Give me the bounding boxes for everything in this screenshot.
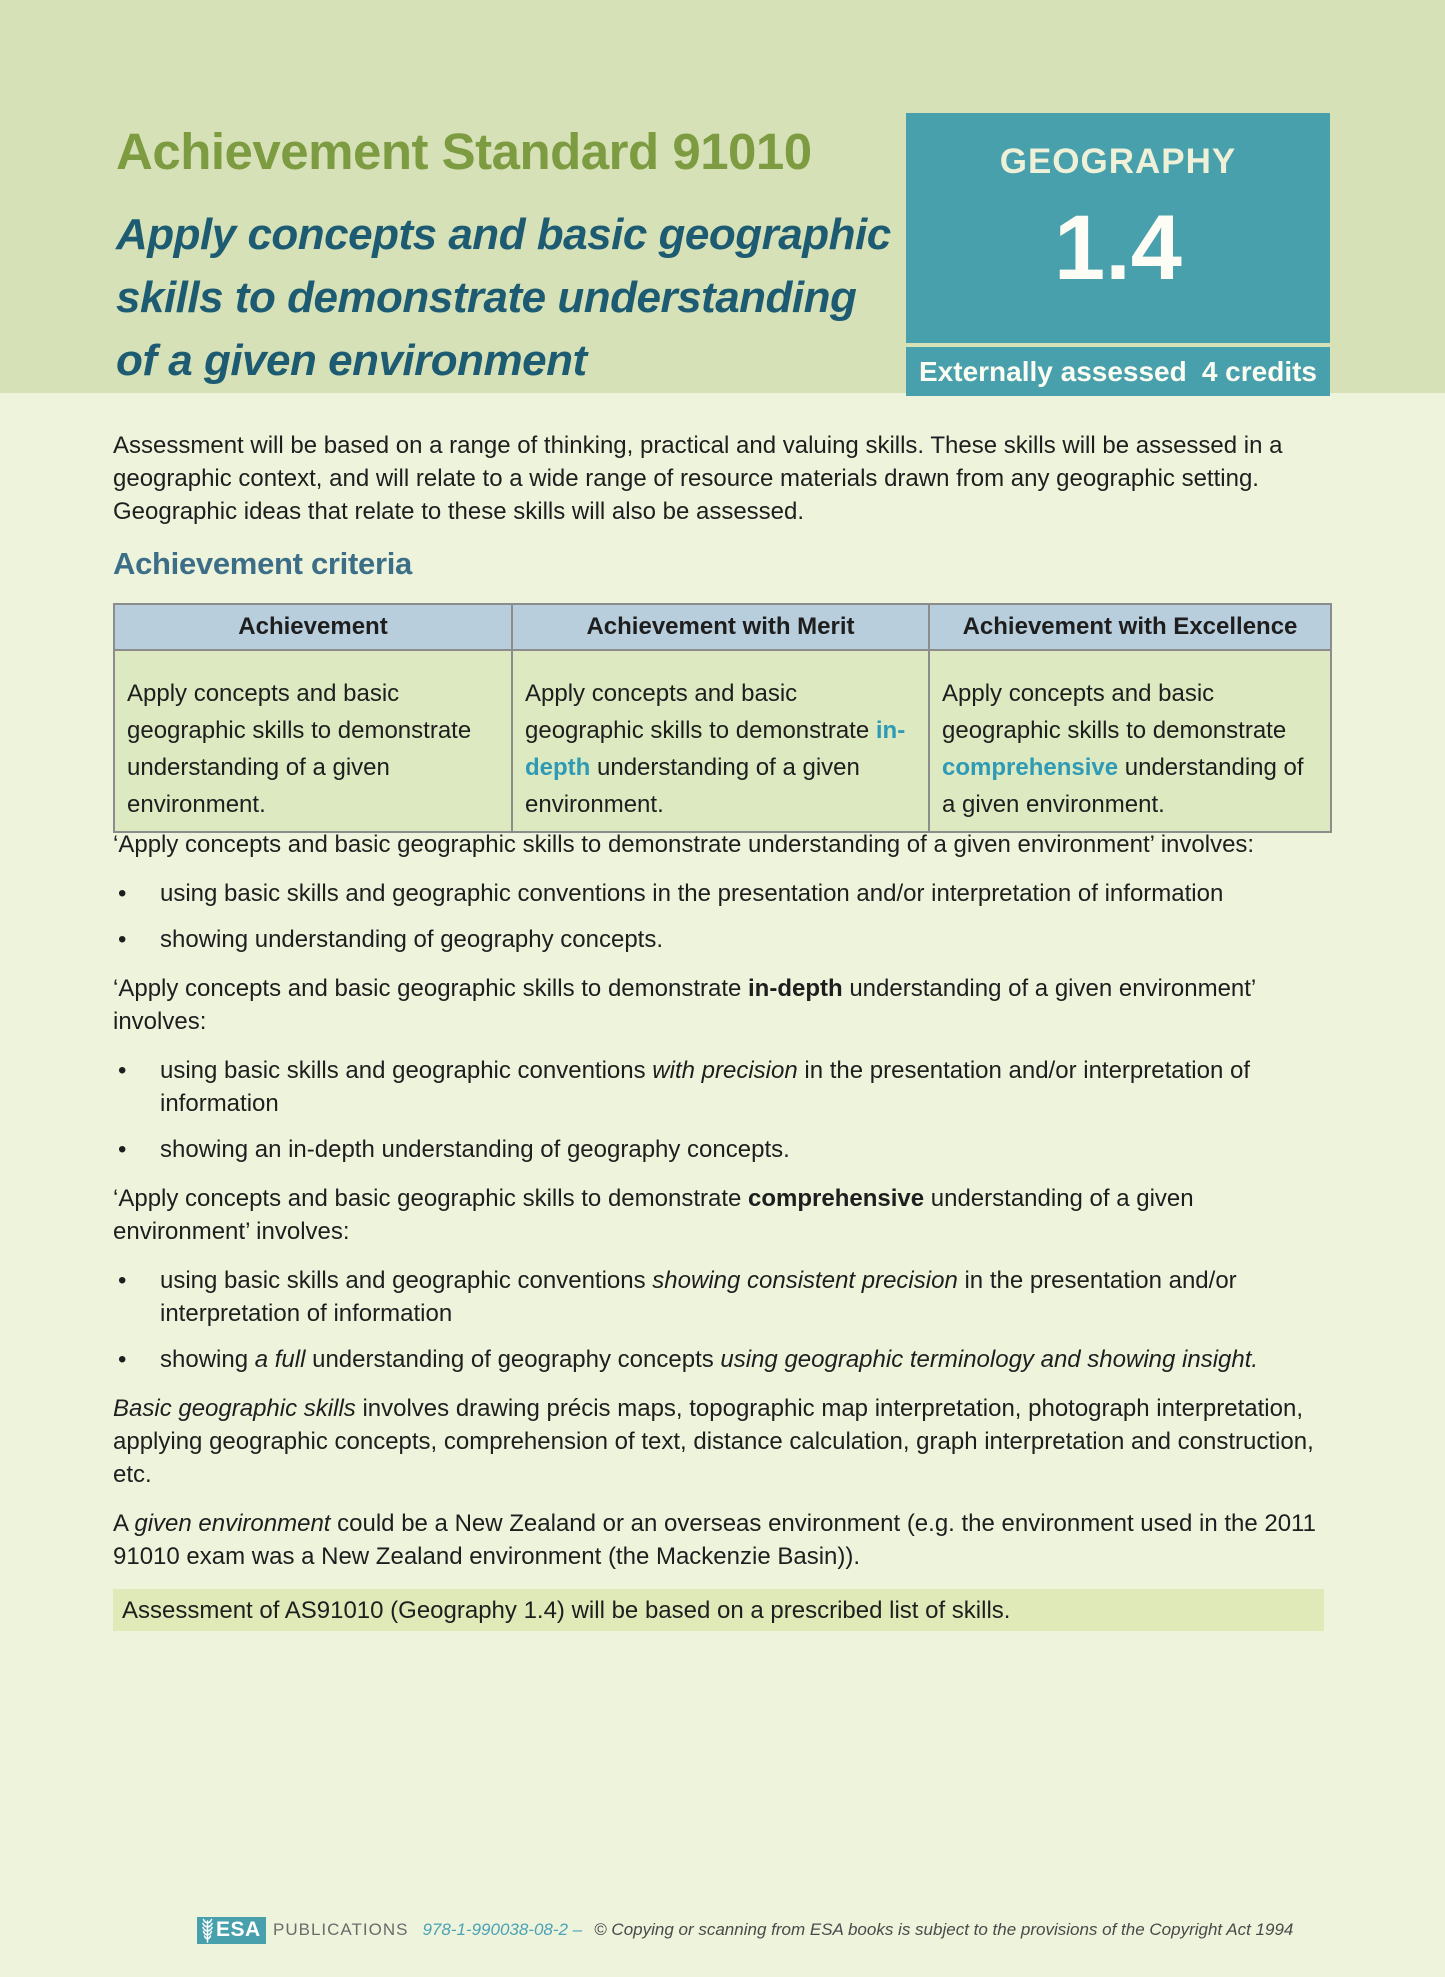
list-item — [113, 1054, 1335, 1120]
paragraph-excellence: ‘Apply concepts and basic geographic skills to demonstrate comprehensive understanding of a given environment’ involves: — [113, 1185, 1194, 1245]
body-content — [113, 828, 1335, 1631]
credits: 4 credits — [1201, 355, 1317, 387]
isbn-text: 978-1-990038-08-2 – — [422, 1920, 583, 1939]
note-text: Assessment of AS91010 (Geography 1.4) will be based on a prescribed list of skills. — [122, 1596, 1011, 1624]
list-item — [113, 1264, 1335, 1330]
table-cell-merit: Apply concepts and basic geographic skills to demonstrate in-depth understanding of a given environment. — [513, 651, 930, 831]
bullet-text: using basic skills and geographic conventions with precision in the presentation and/or interpretation of information — [160, 1057, 1250, 1117]
bullet-list-excellence — [113, 1264, 1335, 1376]
criteria-heading: Achievement criteria — [113, 546, 412, 581]
bullet-text: showing understanding of geography concepts. — [160, 926, 664, 953]
bullet-text: showing a full understanding of geography concepts using geographic terminology and showing insight. — [160, 1346, 1259, 1373]
subject-name: GEOGRAPHY — [999, 141, 1237, 181]
footer — [197, 1916, 1293, 1944]
list-item — [113, 1343, 1335, 1376]
bullet-text: showing an in-depth understanding of geography concepts. — [160, 1136, 790, 1163]
table-header-excellence: Achievement with Excellence — [930, 605, 1330, 651]
paragraph-achievement: ‘Apply concepts and basic geographic skills to demonstrate understanding of a given environment’ involves: — [113, 831, 1255, 858]
table-header-achievement: Achievement — [115, 605, 513, 651]
standard-title: Achievement Standard 91010 — [116, 123, 812, 180]
bullet-marker: • — [118, 1057, 127, 1084]
table-header-merit: Achievement with Merit — [513, 605, 930, 651]
esa-logo — [197, 1917, 266, 1944]
table-cell-achievement: Apply concepts and basic geographic skills to demonstrate understanding of a given environment. — [115, 651, 513, 831]
bullet-text: using basic skills and geographic conventions in the presentation and/or interpretation of information — [160, 880, 1224, 907]
subtitle-line-3: of a given environment — [116, 336, 587, 385]
assessment-mode: Externally assessed — [919, 355, 1187, 387]
assessment-bar — [906, 347, 1330, 396]
paragraph-merit: ‘Apply concepts and basic geographic skills to demonstrate in-depth understanding of a given environment’ involves: — [113, 975, 1256, 1035]
note-bar — [113, 1589, 1324, 1631]
paragraph-basic-skills: Basic geographic skills involves drawing précis maps, topographic map interpretation, photograph interpretation, applying geographic concepts, comprehension of text, distance calculation, graph interpretation and construction, etc. — [113, 1395, 1314, 1488]
intro-paragraph: Assessment will be based on a range of thinking, practical and valuing skills. These skills will be assessed in a geographic context, and will relate to a wide range of resource materials drawn from any geographic setting. Geographic ideas that relate to these skills will also be assessed. — [113, 432, 1283, 525]
fern-icon — [199, 1918, 216, 1943]
list-item — [113, 877, 1335, 910]
standard-subtitle — [116, 203, 891, 392]
subject-box — [906, 113, 1330, 343]
bullet-marker: • — [118, 880, 127, 907]
table-cell-excellence: Apply concepts and basic geographic skills to demonstrate comprehensive understanding of a given environment. — [930, 651, 1330, 831]
copyright-text: © Copying or scanning from ESA books is subject to the provisions of the Copyright Act 1994 — [594, 1920, 1294, 1939]
bullet-list-merit — [113, 1054, 1335, 1166]
paragraph-given-environment: A given environment could be a New Zealand or an overseas environment (e.g. the environment used in the 2011 91010 exam was a New Zealand environment (the Mackenzie Basin)). — [113, 1510, 1316, 1570]
subject-level-code: 1.4 — [1054, 196, 1182, 299]
bullet-marker: • — [118, 926, 127, 953]
criteria-table — [113, 603, 1332, 833]
list-item — [113, 923, 1335, 956]
list-item — [113, 1133, 1335, 1166]
bullet-marker: • — [118, 1346, 127, 1373]
subtitle-line-2: skills to demonstrate understanding — [116, 273, 857, 322]
bullet-marker: • — [118, 1267, 127, 1294]
publisher-label: PUBLICATIONS — [273, 1920, 409, 1939]
bullet-marker: • — [118, 1136, 127, 1163]
bullet-list-achievement — [113, 877, 1335, 956]
bullet-text: using basic skills and geographic conventions showing consistent precision in the presentation and/or interpretation of information — [160, 1267, 1237, 1327]
esa-logo-text: ESA — [216, 1918, 261, 1941]
subtitle-line-1: Apply concepts and basic geographic — [116, 210, 891, 259]
